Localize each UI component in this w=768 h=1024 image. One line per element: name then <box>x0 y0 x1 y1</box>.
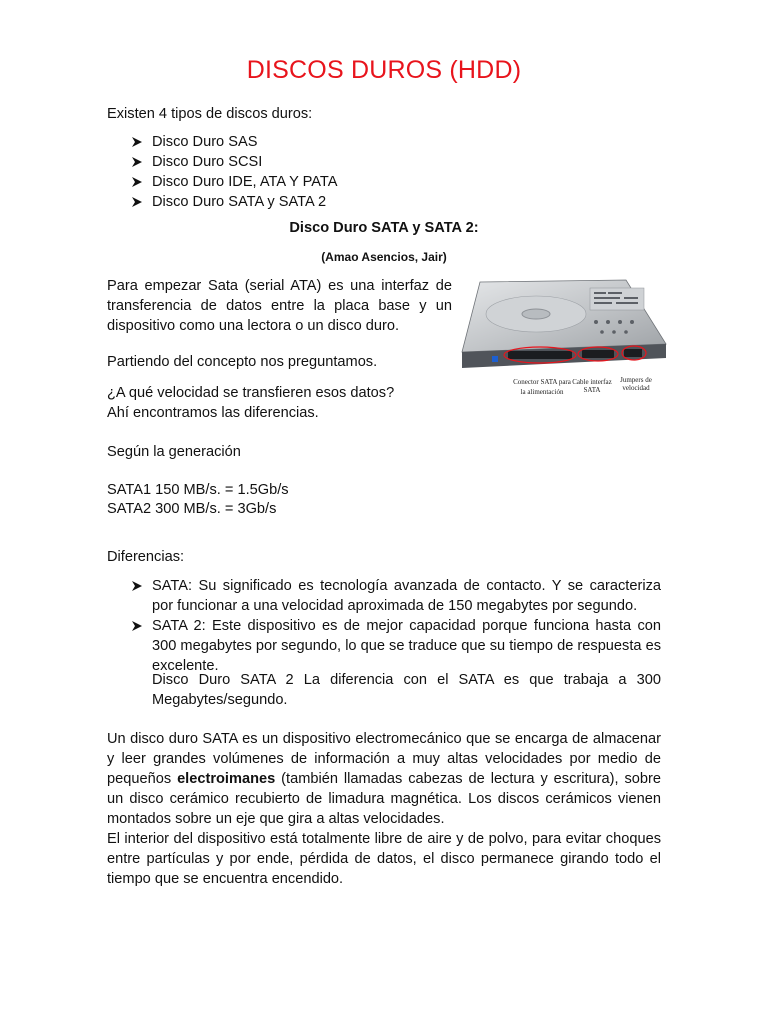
figure-captions <box>513 376 652 396</box>
bold-term: electroimanes <box>177 771 276 787</box>
paragraph-intro: Para empezar Sata (serial ATA) es una interfaz de transferencia de datos entre la placa base y un dispositivo como una lectora o un disco duro. <box>107 278 452 334</box>
arrow-bullet-icon <box>132 137 142 147</box>
differences-list <box>132 576 661 676</box>
list-item: SATA 2: Este dispositivo es de mejor capacidad porque funciona hasta con 300 megabytes por segundo, lo que se traduce que su tiempo de respuesta es excelente. <box>132 616 661 676</box>
differences-label: Diferencias: <box>107 549 185 565</box>
final-paragraph: Un disco duro SATA es un dispositivo electromecánico que se encarga de almacenar y leer grandes volúmenes de información a muy altas velocidades por medio de pequeños electroimanes (también llamadas cabezas de lectura y escritura), sobre un disco cerámico recubierto de limadura magnética. Los discos cerámicos vienen montados sobre un eje que gira a altas velocidades. El interior del dispositivo está totalmente libre de aire y de polvo, para evitar choques entre partículas y por ende, pérdida de datos, el disco permanece girando todo el tiempo que se encuentra encendido. <box>107 731 662 887</box>
arrow-bullet-icon <box>132 621 142 631</box>
list-item: Disco Duro SCSI <box>132 152 337 172</box>
sata1-speed: SATA1 150 MB/s. = 1.5Gb/s <box>107 482 289 498</box>
caption-power-2: la alimentación <box>520 388 564 396</box>
arrow-bullet-icon <box>132 157 142 167</box>
arrow-bullet-icon <box>132 177 142 187</box>
arrow-bullet-icon <box>132 581 142 591</box>
paragraph-question-lead: Partiendo del concepto nos preguntamos. <box>107 354 378 370</box>
intro-line: Existen 4 tipos de discos duros: <box>107 106 313 122</box>
caption-jumper-1: Jumpers de <box>620 376 652 384</box>
page-title: DISCOS DUROS (HDD) <box>246 56 522 84</box>
caption-cable-1: Cable interfaz <box>572 378 612 386</box>
difference-continuation: Disco Duro SATA 2 La diferencia con el SATA es que trabaja a 300 Megabytes/segundo. <box>152 672 661 708</box>
caption-jumper-2: velocidad <box>622 384 650 392</box>
list-item: Disco Duro SAS <box>132 132 337 152</box>
arrow-bullet-icon <box>132 197 142 207</box>
generation-label: Según la generación <box>107 444 241 460</box>
caption-power-1: Conector SATA para <box>513 378 571 386</box>
list-item: Disco Duro SATA y SATA 2 <box>132 192 337 212</box>
section-title: Disco Duro SATA y SATA 2: <box>289 220 479 236</box>
list-item: Disco Duro IDE, ATA Y PATA <box>132 172 337 192</box>
caption-cable-2: SATA <box>583 386 601 394</box>
list-item: SATA: Su significado es tecnología avanzada de contacto. Y se caracteriza por funcionar a una velocidad aproximada de 150 megabytes por segundo. <box>132 576 661 616</box>
author-credit: (Amao Asencios, Jair) <box>321 250 447 264</box>
question-line: ¿A qué velocidad se transfieren esos datos? <box>107 385 395 401</box>
answer-line: Ahí encontramos las diferencias. <box>107 405 319 421</box>
disk-types-list <box>132 132 337 212</box>
hard-disk-image <box>458 278 672 402</box>
sata2-speed: SATA2 300 MB/s. = 3Gb/s <box>107 501 277 517</box>
